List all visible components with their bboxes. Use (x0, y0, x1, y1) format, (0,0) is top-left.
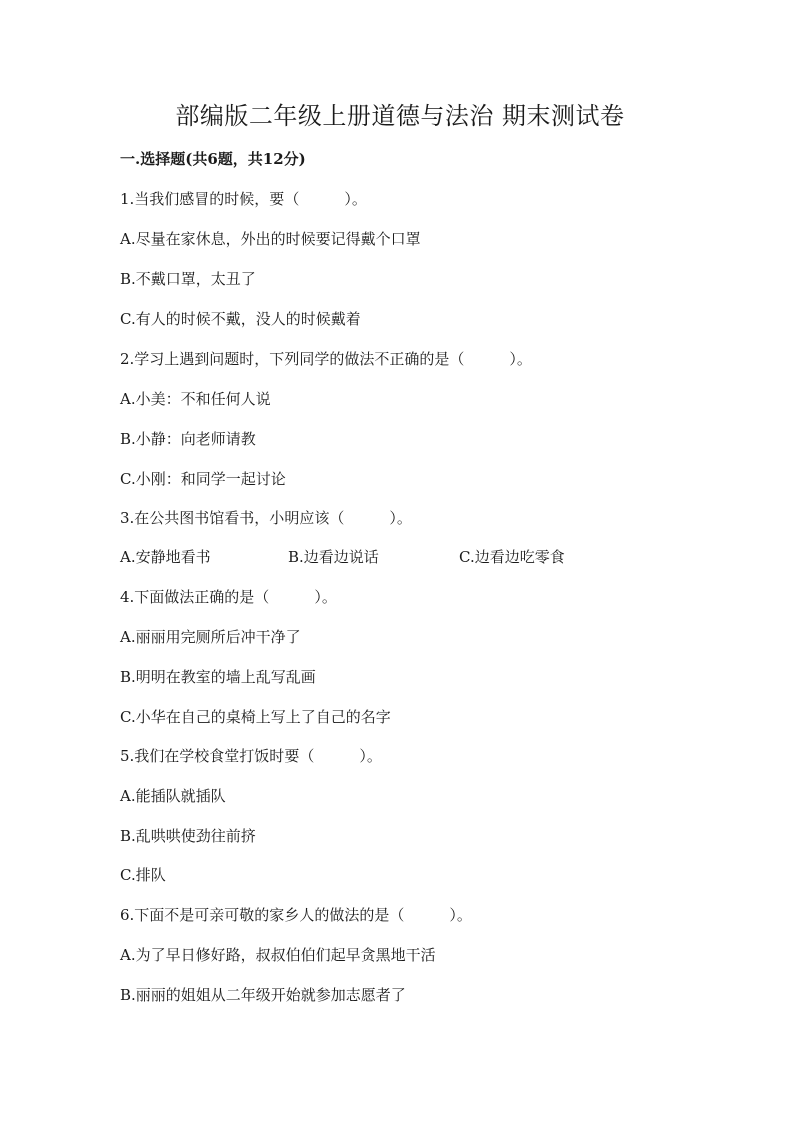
question-4-option-a: A.丽丽用完厕所后冲干净了 (120, 628, 301, 646)
question-6-option-a: A.为了早日修好路，叔叔伯伯们起早贪黑地干活 (120, 946, 436, 964)
question-3-option-c: C.边看边吃零食 (459, 548, 565, 566)
question-5-option-b: B.乱哄哄使劲往前挤 (120, 827, 256, 845)
question-6-stem: 6.下面不是可亲可敬的家乡人的做法的是（ ）。 (120, 906, 472, 924)
question-3-option-a: A.安静地看书 (120, 548, 211, 566)
question-1-option-a: A.尽量在家休息，外出的时候要记得戴个口罩 (120, 230, 421, 248)
question-1-option-b: B.不戴口罩，太丑了 (120, 270, 256, 288)
question-6-option-b: B.丽丽的姐姐从二年级开始就参加志愿者了 (120, 986, 406, 1004)
question-5-option-a: A.能插队就插队 (120, 787, 226, 805)
question-2-stem: 2.学习上遇到问题时，下列同学的做法不正确的是（ ）。 (120, 350, 532, 368)
question-2-option-b: B.小静：向老师请教 (120, 430, 256, 448)
question-3-option-b: B.边看边说话 (288, 548, 379, 566)
document-title: 部编版二年级上册道德与法治 期末测试卷 (175, 102, 625, 130)
question-4-option-c: C.小华在自己的桌椅上写上了自己的名字 (120, 708, 391, 726)
question-2-option-c: C.小刚：和同学一起讨论 (120, 470, 286, 488)
question-2-option-a: A.小美：不和任何人说 (120, 390, 271, 408)
question-5-option-c: C.排队 (120, 866, 166, 884)
question-4-stem: 4.下面做法正确的是（ ）。 (120, 588, 337, 606)
section-heading: 一.选择题(共6题，共12分) (120, 150, 306, 168)
question-3-stem: 3.在公共图书馆看书，小明应该（ ）。 (120, 509, 412, 527)
question-5-stem: 5.我们在学校食堂打饭时要（ ）。 (120, 747, 382, 765)
question-1-option-c: C.有人的时候不戴，没人的时候戴着 (120, 310, 361, 328)
question-4-option-b: B.明明在教室的墙上乱写乱画 (120, 668, 316, 686)
question-1-stem: 1.当我们感冒的时候，要（ ）。 (120, 190, 367, 208)
